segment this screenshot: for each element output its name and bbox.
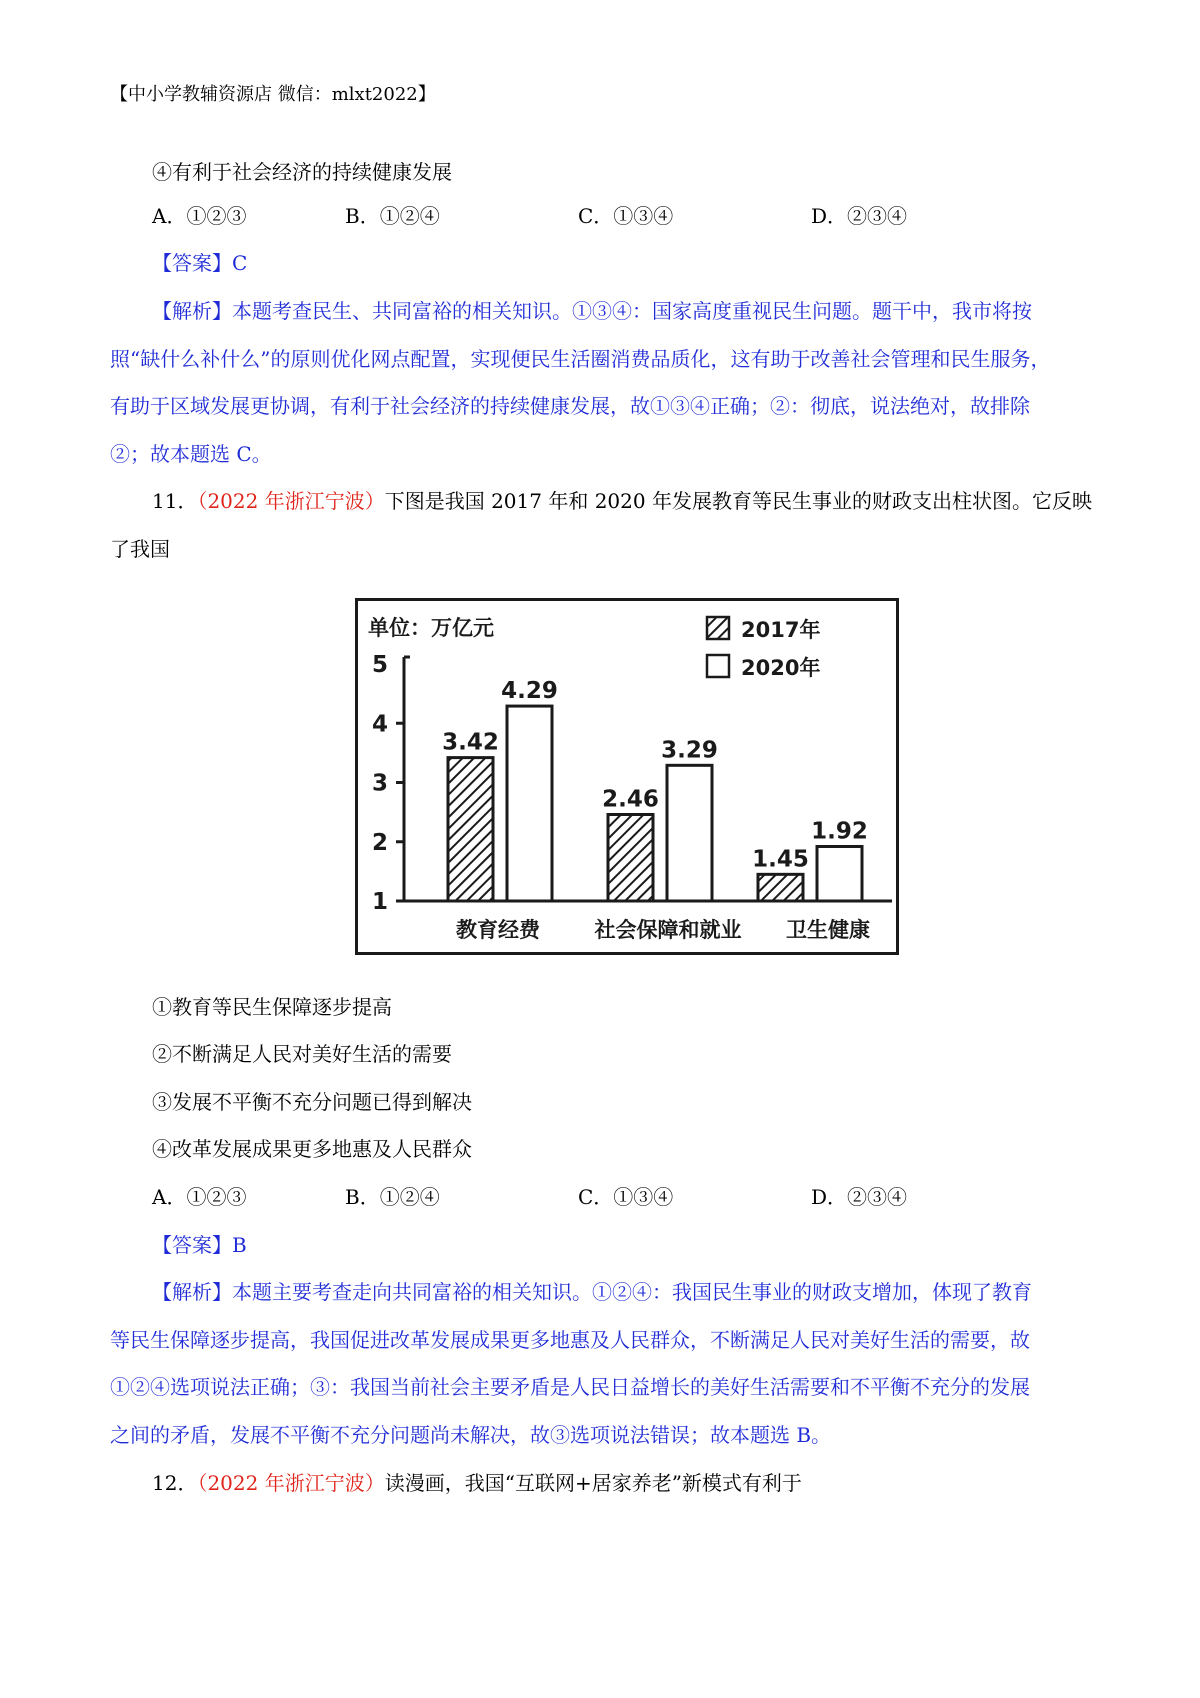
question-source: （2022 年浙江宁波） xyxy=(197,489,385,513)
q10-analysis-line-1 xyxy=(152,297,1032,325)
q11-stem-line-2: 了我国 xyxy=(110,537,170,561)
legend-swatch-2020年 xyxy=(707,655,729,677)
q10-option-a: A．①②③ xyxy=(152,204,247,228)
q11-analysis-line-3: ①②④选项说法正确；③：我国当前社会主要矛盾是人民日益增长的美好生活需要和不平衡不充分的发展 xyxy=(110,1375,1030,1399)
legend-label-2017年: 2017年 xyxy=(741,618,821,642)
bar-chart xyxy=(355,598,899,955)
y-tick-label-5: 5 xyxy=(372,652,389,678)
answer-label: 【答案】 xyxy=(152,1233,232,1257)
y-tick-label-2: 2 xyxy=(372,829,389,856)
chart-unit-label: 单位：万亿元 xyxy=(368,616,494,640)
data-label-2017年-卫生健康: 1.45 xyxy=(752,846,809,873)
y-tick-label-3: 3 xyxy=(372,770,389,797)
q10-answer xyxy=(152,249,247,277)
bar-2017年-社会保障和就业 xyxy=(608,814,653,901)
analysis-label: 【解析】 xyxy=(152,299,232,323)
q11-item-1: ①教育等民生保障逐步提高 xyxy=(152,995,392,1019)
answer-label: 【答案】 xyxy=(152,251,232,275)
q10-option-b: B．①②④ xyxy=(345,204,440,228)
question-stem: 下图是我国 2017 年和 2020 年发展教育等民生事业的财政支出柱状图。它反映 xyxy=(384,489,1092,513)
q10-option-d: D．②③④ xyxy=(811,204,908,228)
q11-option-a: A．①②③ xyxy=(152,1185,247,1209)
page-header: 【中小学教辅资源店 微信：mlxt2022】 xyxy=(110,84,436,105)
x-category-label-卫生健康: 卫生健康 xyxy=(786,918,870,942)
question-source: （2022 年浙江宁波） xyxy=(197,1471,385,1495)
x-category-label-教育经费: 教育经费 xyxy=(456,918,540,942)
y-tick-label-1: 1 xyxy=(372,889,389,915)
q11-item-3: ③发展不平衡不充分问题已得到解决 xyxy=(152,1090,472,1114)
answer-value: C xyxy=(232,251,248,275)
data-label-2020年-社会保障和就业: 3.29 xyxy=(661,737,718,764)
q10-analysis-line-3: 有助于区域发展更协调，有利于社会经济的持续健康发展，故①③④正确；②：彻底，说法绝对，故排除 xyxy=(110,394,1030,418)
q10-analysis-line-2: 照“缺什么补什么”的原则优化网点配置，实现便民生活圈消费品质化，这有助于改善社会管理和民生服务， xyxy=(110,347,1051,371)
question-number: 12． xyxy=(152,1471,198,1495)
data-label-2020年-卫生健康: 1.92 xyxy=(811,818,868,845)
x-category-label-社会保障和就业: 社会保障和就业 xyxy=(594,918,742,942)
q10-option-c: C．①③④ xyxy=(578,204,674,228)
q11-analysis-line-1 xyxy=(152,1278,1032,1306)
q11-analysis-line-2: 等民生保障逐步提高，我国促进改革发展成果更多地惠及人民群众，不断满足人民对美好生活的需要，故 xyxy=(110,1328,1030,1352)
q10-analysis-line-4: ②；故本题选 C。 xyxy=(110,442,272,466)
bar-2020年-卫生健康 xyxy=(817,846,862,901)
q11-option-c: C．①③④ xyxy=(578,1185,674,1209)
q11-stem-line-1 xyxy=(152,487,1092,515)
y-tick-label-4: 4 xyxy=(372,711,389,738)
q11-item-2: ②不断满足人民对美好生活的需要 xyxy=(152,1042,452,1066)
bar-2017年-教育经费 xyxy=(448,758,493,901)
bar-2020年-教育经费 xyxy=(507,706,552,901)
data-label-2020年-教育经费: 4.29 xyxy=(501,678,558,705)
question-number: 11． xyxy=(152,489,198,513)
bar-2017年-卫生健康 xyxy=(758,874,803,901)
q11-item-4: ④改革发展成果更多地惠及人民群众 xyxy=(152,1137,472,1161)
bar-2020年-社会保障和就业 xyxy=(667,765,712,901)
q11-option-d: D．②③④ xyxy=(811,1185,908,1209)
data-label-2017年-教育经费: 3.42 xyxy=(442,729,499,756)
q11-analysis-line-4: 之间的矛盾，发展不平衡不充分问题尚未解决，故③选项说法错误；故本题选 B。 xyxy=(110,1423,832,1447)
data-label-2017年-社会保障和就业: 2.46 xyxy=(602,786,659,813)
bar-chart-svg xyxy=(358,601,896,952)
question-stem: 读漫画，我国“互联网+居家养老”新模式有利于 xyxy=(384,1471,802,1495)
q11-answer xyxy=(152,1231,247,1259)
legend-swatch-2017年 xyxy=(707,617,729,639)
q10-item-4: ④有利于社会经济的持续健康发展 xyxy=(152,160,452,184)
analysis-text: 本题主要考查走向共同富裕的相关知识。①②④：我国民生事业的财政支增加，体现了教育 xyxy=(232,1280,1032,1304)
answer-value: B xyxy=(232,1233,247,1257)
legend-label-2020年: 2020年 xyxy=(741,656,821,680)
analysis-text: 本题考查民生、共同富裕的相关知识。①③④：国家高度重视民生问题。题干中，我市将按 xyxy=(232,299,1032,323)
q11-option-b: B．①②④ xyxy=(345,1185,440,1209)
q12-stem xyxy=(152,1469,802,1497)
analysis-label: 【解析】 xyxy=(152,1280,232,1304)
